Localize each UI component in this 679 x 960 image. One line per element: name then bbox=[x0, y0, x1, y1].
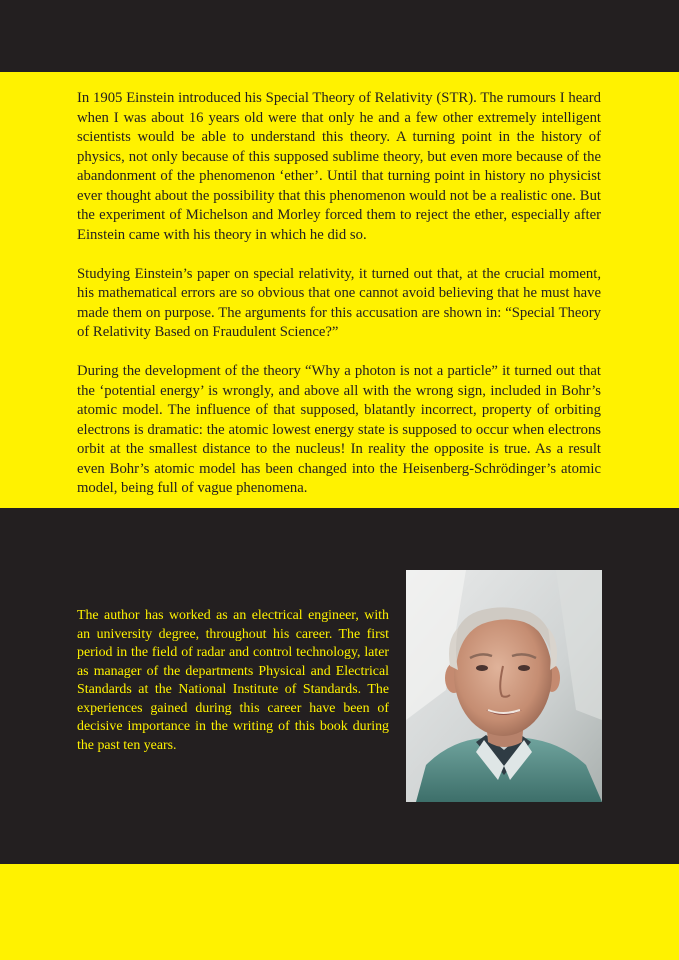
back-cover-blurb bbox=[77, 89, 601, 518]
bottom-yellow-band bbox=[0, 864, 679, 960]
blurb-paragraph-fraudulent-science: Studying Einstein’s paper on special relativity, it turned out that, at the crucial moment, his mathematical errors are so obvious that one cannot avoid believing that he must have made them on purpose. The arguments for this accusation are shown in: “Special Theory of Relativity Based on Fraudulent Science?” bbox=[77, 265, 601, 340]
author-photo bbox=[406, 570, 602, 802]
author-bio: The author has worked as an electrical engineer, with an university degree, throughout his career. The first period in the field of radar and control technology, later as manager of the departments Physical and Electrical Standards at the National Institute of Standards. The experiences gained during this career have been of decisive importance in the writing of this book during the past ten years. bbox=[77, 608, 389, 753]
blurb-paragraph-bohr-model: During the development of the theory “Why a photon is not a particle” it turned out that the ‘potential energy’ is wrongly, and above all with the wrong sign, included in Bohr’s atomic model. The influence of that supposed, blatantly incorrect, property of orbiting electrons is dramatic: the atomic lowest energy state is supposed to occur when electrons orbit at the smallest distance to the nucleus! In reality the opposite is true. As a result even Bohr’s atomic model has been changed into the Heisenberg-Schrödinger’s atomic model, being full of vague phenomena. bbox=[77, 363, 601, 496]
blurb-paragraph-einstein-str: In 1905 Einstein introduced his Special Theory of Relativity (STR). The rumours I heard when I was about 16 years old were that only he and a few other extremely intelligent scientists would be able to understand this theory. A turning point in the history of physics, not only because of this supposed sublime theory, but even more because of the abandonment of the phenomenon ‘ether’. Until that turning point in history no physicist ever thought about the possibility that this phenomenon would not be a realistic one. But the experiment of Michelson and Morley forced them to reject the ether, especially after Einstein came with his theory in which he did so. bbox=[77, 90, 601, 243]
top-dark-band bbox=[0, 0, 679, 72]
